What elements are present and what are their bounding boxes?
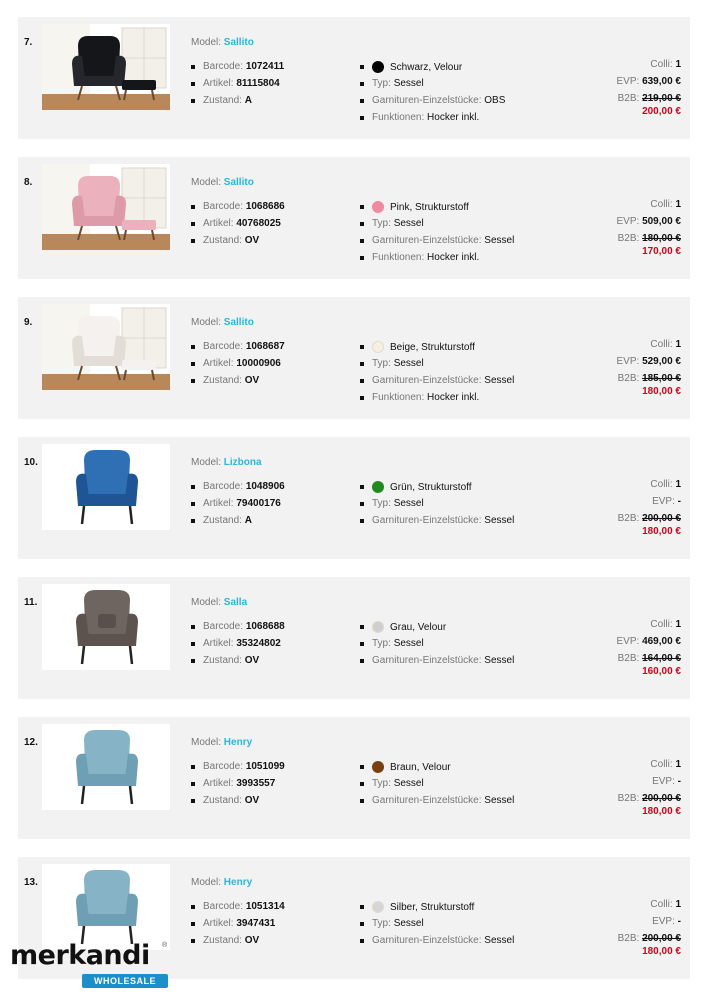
color-row (360, 201, 514, 218)
model-name[interactable]: Henry (223, 877, 253, 888)
chair-illustration (42, 584, 170, 670)
zustand-row: Zustand: OV (191, 935, 285, 952)
spec-details (360, 201, 514, 269)
zustand-row: Zustand: OV (191, 375, 285, 392)
colli-value: 1 (675, 899, 681, 910)
garnituren-value: Sessel (484, 515, 515, 526)
evp-row: EVP: 469,00 € (616, 636, 681, 647)
item-number: 7. (24, 37, 33, 48)
typ-value: Sessel (393, 778, 424, 789)
barcode-value: 1068687 (245, 341, 285, 352)
price-block (618, 479, 681, 538)
logo-wordmark: merkandi (10, 940, 150, 971)
colli-value: 1 (675, 339, 681, 350)
b2b-row: B2B: 180,00 € (617, 233, 681, 244)
product-image[interactable] (42, 724, 170, 810)
evp-row: EVP: - (652, 496, 681, 507)
model-name[interactable]: Sallito (223, 317, 254, 328)
color-swatch (372, 481, 384, 493)
funktionen-value: Hocker inkl. (427, 252, 480, 263)
colli-row: Colli: 1 (650, 759, 681, 770)
price-block (618, 759, 681, 818)
evp-value: 529,00 € (642, 356, 681, 367)
zustand-value: OV (244, 235, 260, 246)
b2b-row: B2B: 219,00 € (617, 93, 681, 104)
artikel-row: Artikel: 79400176 (191, 498, 285, 515)
artikel-value: 35324802 (236, 638, 281, 649)
colli-row: Colli: 1 (650, 899, 681, 910)
b2b-old-price: 200,00 € (642, 793, 681, 804)
garnituren-value: OBS (484, 95, 506, 106)
id-details (191, 621, 285, 672)
id-details (191, 761, 285, 812)
zustand-value: OV (244, 655, 260, 666)
price-block (618, 899, 681, 958)
logo-wholesale-tag: WHOLESALE (82, 974, 168, 988)
garnituren-row: Garnituren-Einzelstücke: Sessel (360, 375, 514, 392)
garnituren-row: Garnituren-Einzelstücke: OBS (360, 95, 505, 112)
colli-value: 1 (675, 59, 681, 70)
funktionen-row: Funktionen: Hocker inkl. (360, 392, 514, 409)
artikel-value: 81115804 (236, 78, 280, 89)
b2b-discount-price: 170,00 € (642, 246, 681, 257)
garnituren-value: Sessel (484, 655, 515, 666)
spec-details (360, 341, 514, 409)
chair-illustration (42, 164, 170, 250)
typ-row: Typ: Sessel (360, 78, 505, 95)
artikel-value: 79400176 (236, 498, 281, 509)
funktionen-value: Hocker inkl. (427, 112, 480, 123)
merkandi-logo (10, 940, 175, 994)
price-block (616, 619, 681, 678)
product-image[interactable] (42, 864, 170, 950)
b2b-row: B2B: 200,00 € (617, 793, 681, 804)
product-image[interactable] (42, 164, 170, 250)
artikel-row: Artikel: 3993557 (191, 778, 285, 795)
b2b-discount-price: 180,00 € (642, 806, 681, 817)
color-swatch (372, 341, 384, 353)
typ-row: Typ: Sessel (360, 778, 514, 795)
product-card (18, 437, 690, 559)
b2b-row: B2B: 164,00 € (617, 653, 681, 664)
id-details (191, 201, 285, 252)
color-row (360, 761, 514, 778)
model-line (191, 737, 252, 748)
artikel-row: Artikel: 81115804 (191, 78, 284, 95)
model-name[interactable]: Lizbona (223, 457, 262, 468)
typ-row: Typ: Sessel (360, 918, 514, 935)
chair-illustration (42, 864, 170, 950)
zustand-row: Zustand: OV (191, 235, 285, 252)
zustand-row: Zustand: OV (191, 795, 285, 812)
barcode-value: 1068688 (245, 621, 285, 632)
product-card (18, 297, 690, 419)
colli-value: 1 (675, 479, 681, 490)
product-image[interactable] (42, 24, 170, 110)
evp-value: 639,00 € (642, 76, 681, 87)
b2b-discount-price: 180,00 € (642, 946, 681, 957)
barcode-row: Barcode: 1051099 (191, 761, 285, 778)
item-number: 13. (24, 877, 38, 888)
model-label: Model: (191, 317, 222, 328)
zustand-value: OV (244, 795, 260, 806)
evp-row: EVP: 509,00 € (616, 216, 681, 227)
color-swatch (372, 901, 384, 913)
price-block (616, 199, 681, 258)
chair-illustration (42, 304, 170, 390)
barcode-row: Barcode: 1072411 (191, 61, 284, 78)
typ-value: Sessel (393, 358, 424, 369)
model-name[interactable]: Salla (223, 597, 248, 608)
artikel-row: Artikel: 35324802 (191, 638, 285, 655)
logo-registered-mark: ® (162, 942, 168, 949)
spec-details (360, 621, 514, 672)
garnituren-row: Garnituren-Einzelstücke: Sessel (360, 515, 514, 532)
color-value: Silber, Strukturstoff (390, 902, 475, 913)
artikel-value: 40768025 (236, 218, 281, 229)
spec-details (360, 901, 514, 952)
barcode-value: 1072411 (245, 61, 285, 72)
b2b-old-price: 200,00 € (642, 513, 681, 524)
b2b-old-price: 219,00 € (642, 93, 681, 104)
b2b-discount-price: 200,00 € (642, 106, 681, 117)
model-line (191, 317, 254, 328)
model-label: Model: (191, 597, 222, 608)
product-image[interactable] (42, 444, 170, 530)
funktionen-row: Funktionen: Hocker inkl. (360, 112, 505, 129)
barcode-value: 1048906 (245, 481, 285, 492)
chair-illustration (42, 444, 170, 530)
typ-value: Sessel (393, 498, 424, 509)
evp-row: EVP: - (652, 916, 681, 927)
product-list (18, 17, 690, 997)
product-card (18, 17, 690, 139)
funktionen-value: Hocker inkl. (427, 392, 480, 403)
spec-details (360, 761, 514, 812)
barcode-row: Barcode: 1068688 (191, 621, 285, 638)
b2b-discount-price: 160,00 € (642, 666, 681, 677)
product-image[interactable] (42, 584, 170, 670)
model-line (191, 597, 247, 608)
garnituren-row: Garnituren-Einzelstücke: Sessel (360, 235, 514, 252)
barcode-row: Barcode: 1051314 (191, 901, 285, 918)
color-value: Schwarz, Velour (390, 62, 463, 73)
barcode-row: Barcode: 1068687 (191, 341, 285, 358)
zustand-value: A (244, 95, 252, 106)
b2b-discount-price: 180,00 € (642, 386, 681, 397)
evp-row: EVP: - (652, 776, 681, 787)
color-swatch (372, 621, 384, 633)
garnituren-row: Garnituren-Einzelstücke: Sessel (360, 795, 514, 812)
model-label: Model: (191, 177, 222, 188)
evp-value: 509,00 € (642, 216, 681, 227)
barcode-value: 1051099 (245, 761, 285, 772)
typ-row: Typ: Sessel (360, 638, 514, 655)
product-image[interactable] (42, 304, 170, 390)
color-swatch (372, 201, 384, 213)
b2b-row: B2B: 200,00 € (617, 513, 681, 524)
model-line (191, 877, 252, 888)
id-details (191, 901, 285, 952)
model-label: Model: (191, 737, 222, 748)
b2b-old-price: 164,00 € (642, 653, 681, 664)
model-line (191, 37, 254, 48)
color-value: Grün, Strukturstoff (390, 482, 472, 493)
b2b-row: B2B: 185,00 € (617, 373, 681, 384)
barcode-value: 1051314 (245, 901, 285, 912)
id-details (191, 61, 284, 112)
barcode-row: Barcode: 1048906 (191, 481, 285, 498)
product-card (18, 717, 690, 839)
colli-value: 1 (675, 199, 681, 210)
evp-row: EVP: 529,00 € (616, 356, 681, 367)
garnituren-value: Sessel (484, 795, 515, 806)
colli-row: Colli: 1 (650, 619, 681, 630)
zustand-value: OV (244, 375, 260, 386)
item-number: 10. (24, 457, 38, 468)
evp-row: EVP: 639,00 € (616, 76, 681, 87)
b2b-old-price: 185,00 € (642, 373, 681, 384)
color-swatch (372, 761, 384, 773)
model-line (191, 177, 254, 188)
evp-value: 469,00 € (642, 636, 681, 647)
price-block (616, 59, 681, 118)
colli-row: Colli: 1 (650, 59, 681, 70)
spec-details (360, 61, 505, 129)
color-value: Pink, Strukturstoff (390, 202, 469, 213)
b2b-discount-price: 180,00 € (642, 526, 681, 537)
model-name[interactable]: Sallito (223, 177, 254, 188)
funktionen-row: Funktionen: Hocker inkl. (360, 252, 514, 269)
item-number: 12. (24, 737, 38, 748)
price-block (616, 339, 681, 398)
color-row (360, 61, 505, 78)
colli-row: Colli: 1 (650, 339, 681, 350)
typ-value: Sessel (393, 918, 424, 929)
color-value: Grau, Velour (390, 622, 447, 633)
color-row (360, 481, 514, 498)
id-details (191, 481, 285, 532)
model-label: Model: (191, 457, 222, 468)
zustand-row: Zustand: A (191, 95, 284, 112)
b2b-old-price: 180,00 € (642, 233, 681, 244)
typ-row: Typ: Sessel (360, 498, 514, 515)
item-number: 8. (24, 177, 33, 188)
colli-row: Colli: 1 (650, 479, 681, 490)
garnituren-row: Garnituren-Einzelstücke: Sessel (360, 655, 514, 672)
model-label: Model: (191, 877, 222, 888)
typ-value: Sessel (393, 218, 424, 229)
zustand-value: OV (244, 935, 260, 946)
typ-value: Sessel (393, 78, 424, 89)
artikel-value: 3993557 (236, 778, 276, 789)
product-card (18, 157, 690, 279)
item-number: 9. (24, 317, 33, 328)
color-value: Braun, Velour (390, 762, 451, 773)
artikel-row: Artikel: 3947431 (191, 918, 285, 935)
garnituren-value: Sessel (484, 375, 515, 386)
garnituren-row: Garnituren-Einzelstücke: Sessel (360, 935, 514, 952)
evp-value: - (677, 916, 681, 927)
model-line (191, 457, 262, 468)
color-row (360, 341, 514, 358)
zustand-row: Zustand: OV (191, 655, 285, 672)
artikel-value: 3947431 (236, 918, 276, 929)
typ-row: Typ: Sessel (360, 218, 514, 235)
evp-value: - (677, 496, 681, 507)
id-details (191, 341, 285, 392)
color-row (360, 901, 514, 918)
b2b-row: B2B: 200,00 € (617, 933, 681, 944)
barcode-value: 1068686 (245, 201, 285, 212)
garnituren-value: Sessel (484, 935, 515, 946)
artikel-row: Artikel: 40768025 (191, 218, 285, 235)
model-label: Model: (191, 37, 222, 48)
model-name[interactable]: Sallito (223, 37, 254, 48)
item-number: 11. (24, 597, 38, 608)
typ-value: Sessel (393, 638, 424, 649)
chair-illustration (42, 724, 170, 810)
colli-value: 1 (675, 759, 681, 770)
colli-value: 1 (675, 619, 681, 630)
garnituren-value: Sessel (484, 235, 515, 246)
product-card (18, 577, 690, 699)
color-row (360, 621, 514, 638)
artikel-row: Artikel: 10000906 (191, 358, 285, 375)
zustand-row: Zustand: A (191, 515, 285, 532)
model-name[interactable]: Henry (223, 737, 253, 748)
color-value: Beige, Strukturstoff (390, 342, 475, 353)
color-swatch (372, 61, 384, 73)
artikel-value: 10000906 (236, 358, 281, 369)
chair-illustration (42, 24, 170, 110)
b2b-old-price: 200,00 € (642, 933, 681, 944)
zustand-value: A (244, 515, 252, 526)
colli-row: Colli: 1 (650, 199, 681, 210)
spec-details (360, 481, 514, 532)
typ-row: Typ: Sessel (360, 358, 514, 375)
barcode-row: Barcode: 1068686 (191, 201, 285, 218)
evp-value: - (677, 776, 681, 787)
